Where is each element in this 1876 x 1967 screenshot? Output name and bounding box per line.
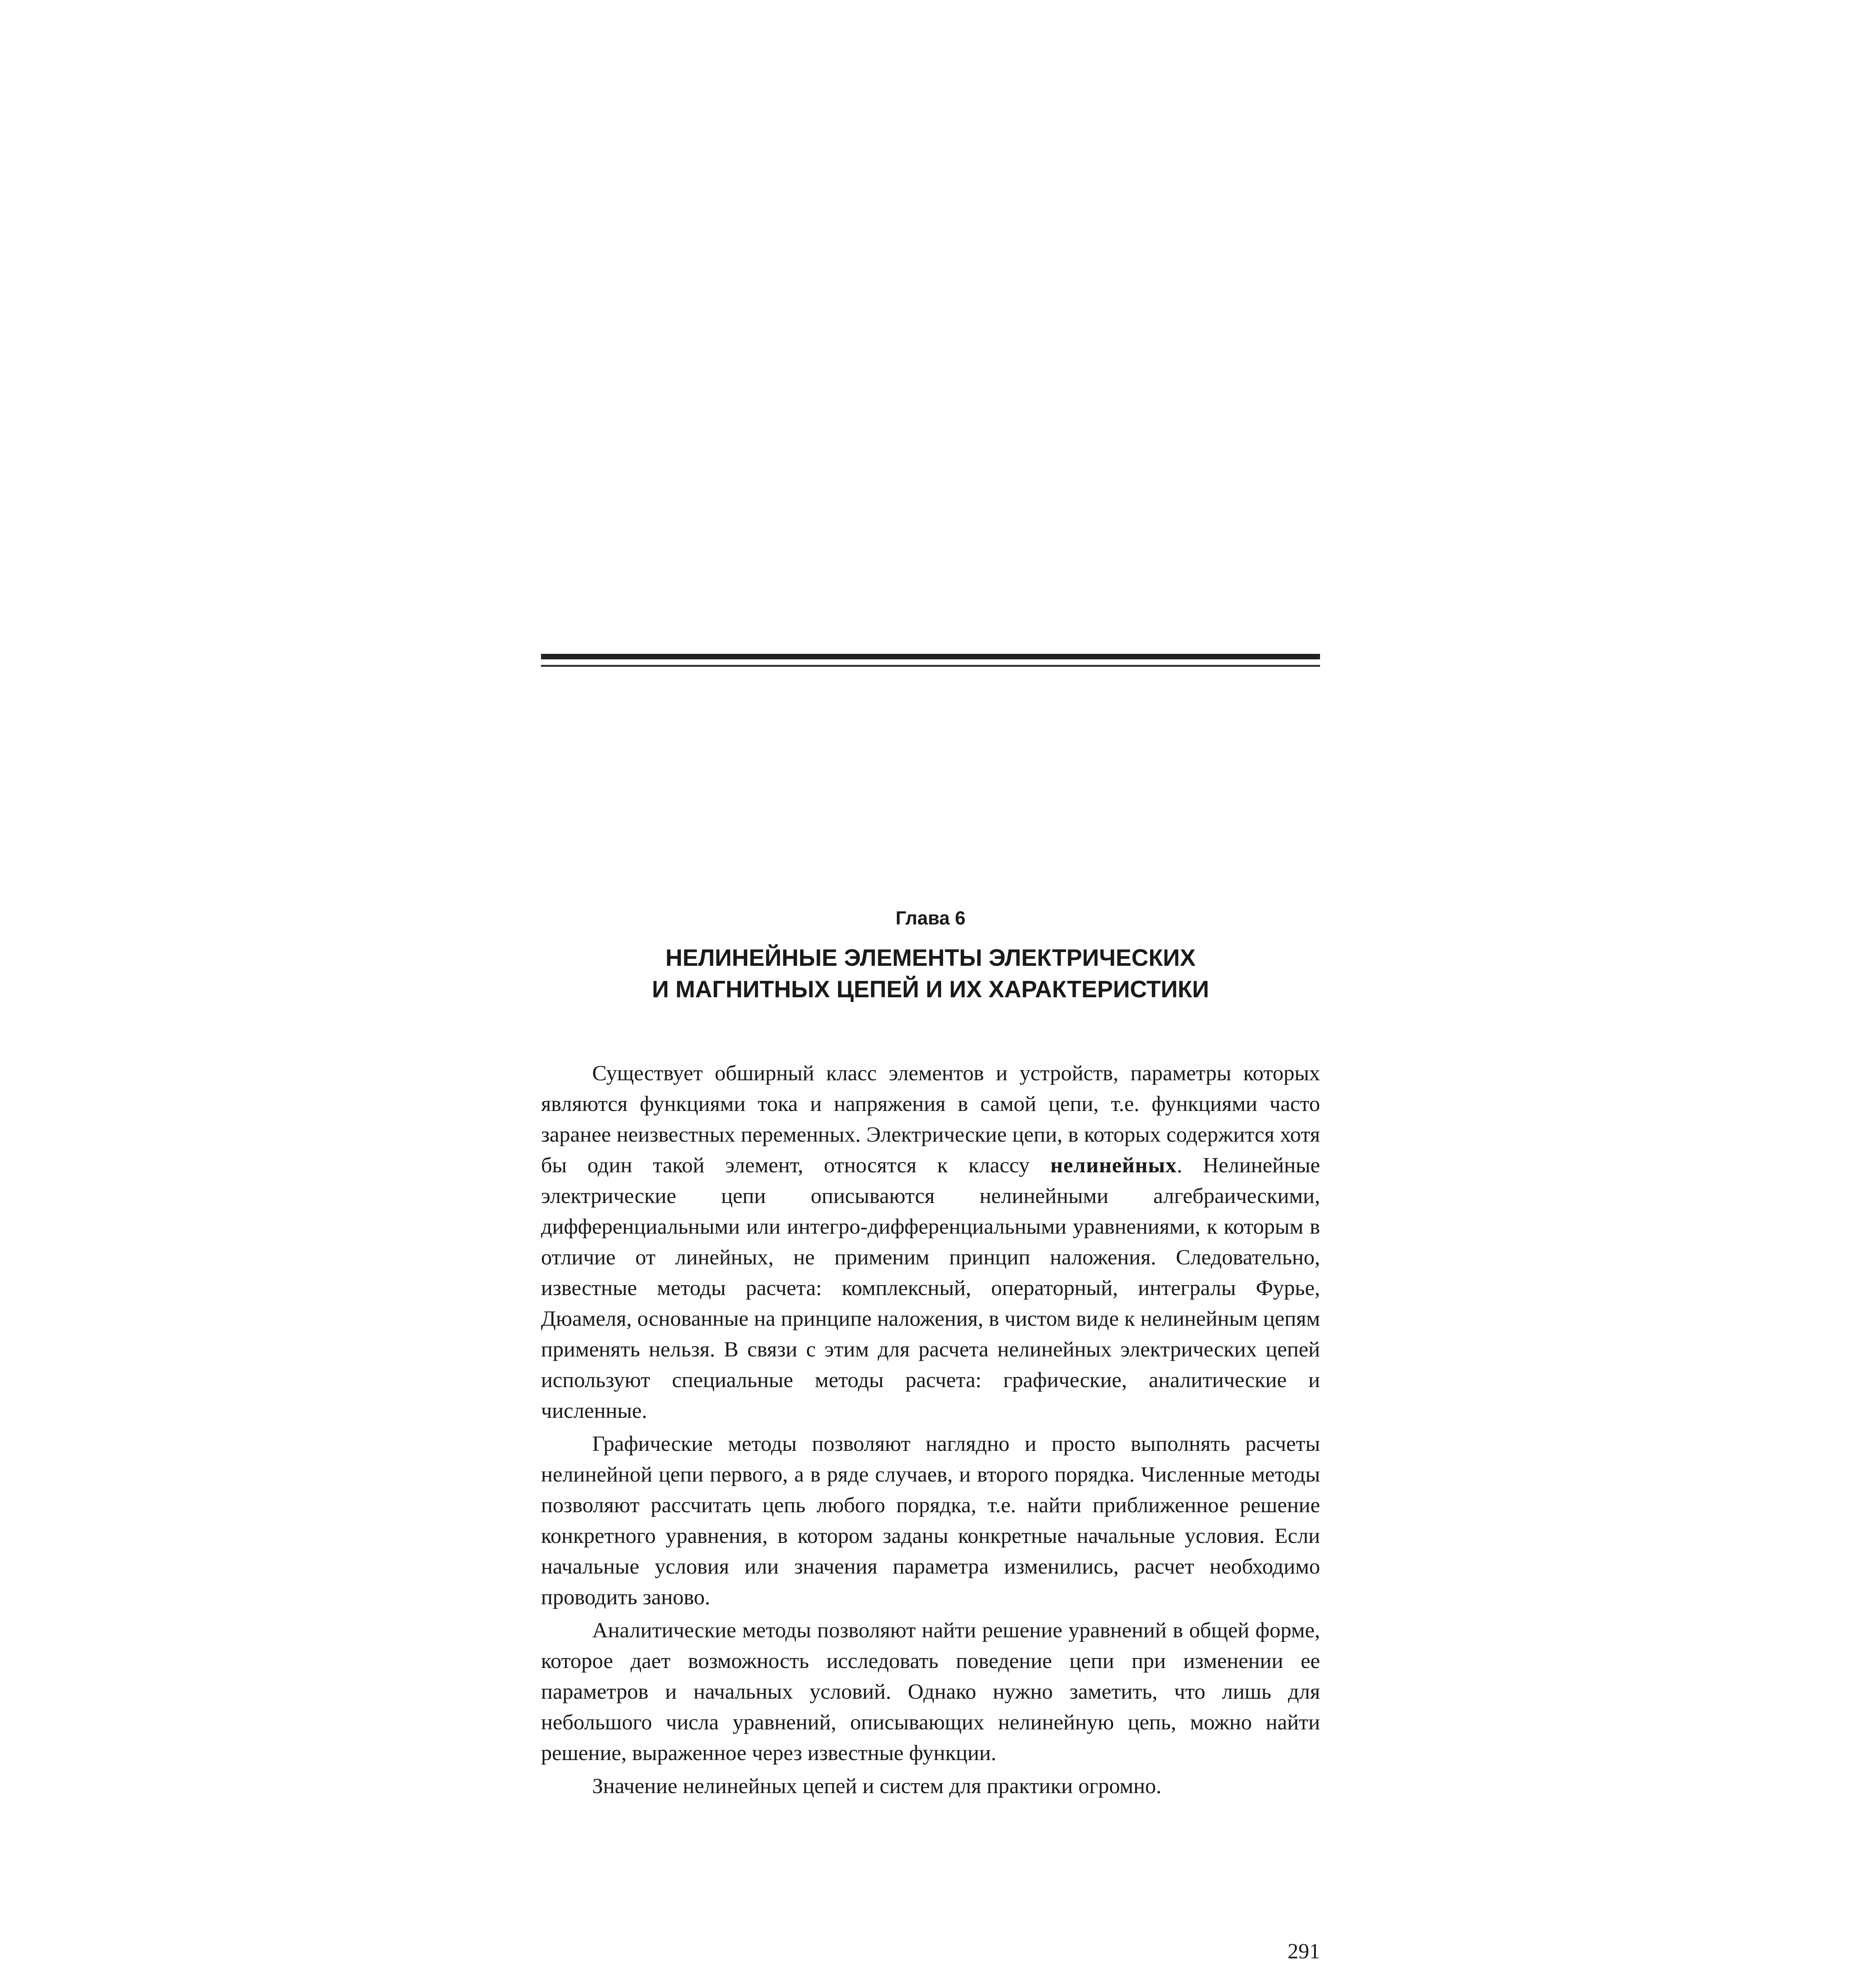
chapter-title-line-1: НЕЛИНЕЙНЫЕ ЭЛЕМЕНТЫ ЭЛЕКТРИЧЕСКИХ — [665, 945, 1196, 971]
chapter-title — [541, 942, 1320, 1005]
paragraph-1 — [541, 1058, 1320, 1426]
term-nonlinear: нелинейных — [1050, 1153, 1177, 1177]
paragraph-4: Значение нелинейных цепей и систем для практики огромно. — [592, 1774, 1161, 1798]
paragraph-3: Аналитические методы позволяют найти решение уравнений в общей форме, которое дает возможность исследовать поведение цепи при изменении ее параметров и начальных условий. Однако нужно заметить, что лишь для небольшого числа уравнений, описывающих нелинейную цепь, можно найти решение, выраженное через известные функции. — [541, 1618, 1320, 1765]
paragraph-1-end: . Нелинейные электрические цепи описываются нелинейными алгебраическими, дифференциальными или интегро-дифференциальными уравнениями, к которым в отличие от линейных, не применим принцип наложения. Следовательно, известные методы расчета: комплексный, операторный, интегралы Фурье, Дюамеля, основанные на принципе наложения, в чистом виде к нелинейным цепям применять нельзя. В связи с этим для расчета нелинейных электрических цепей используют специальные методы расчета: графические, аналитические и численные. — [541, 1153, 1320, 1423]
chapter-title-line-2: И МАГНИТНЫХ ЦЕПЕЙ И ИХ ХАРАКТЕРИСТИКИ — [652, 976, 1209, 1002]
page-number: 291 — [1287, 1939, 1320, 1963]
header-rule-thick — [541, 654, 1320, 659]
paragraph-2: Графические методы позволяют наглядно и просто выполнять расчеты нелинейной цепи первого, а в ряде случаев, и второго порядка. Численные методы позволяют рассчитать цепь любого порядка, т.е. найти приближенное решение конкретного уравнения, в котором заданы конкретные начальные условия. Если начальные условия или значения параметра изменились, расчет необходимо проводить заново. — [541, 1432, 1320, 1609]
chapter-label: Глава 6 — [896, 908, 966, 929]
paragraph-1-start: Существует обширный класс элементов и устройств, параметры которых являются функциями тока и напряжения в самой цепи, т.е. функциями часто заранее неизвестных переменных. Электрические цепи, в которых содержится хотя бы один такой элемент, относятся к классу — [541, 1061, 1320, 1177]
header-rule-thin — [541, 665, 1320, 667]
body-text — [541, 1058, 1320, 1802]
